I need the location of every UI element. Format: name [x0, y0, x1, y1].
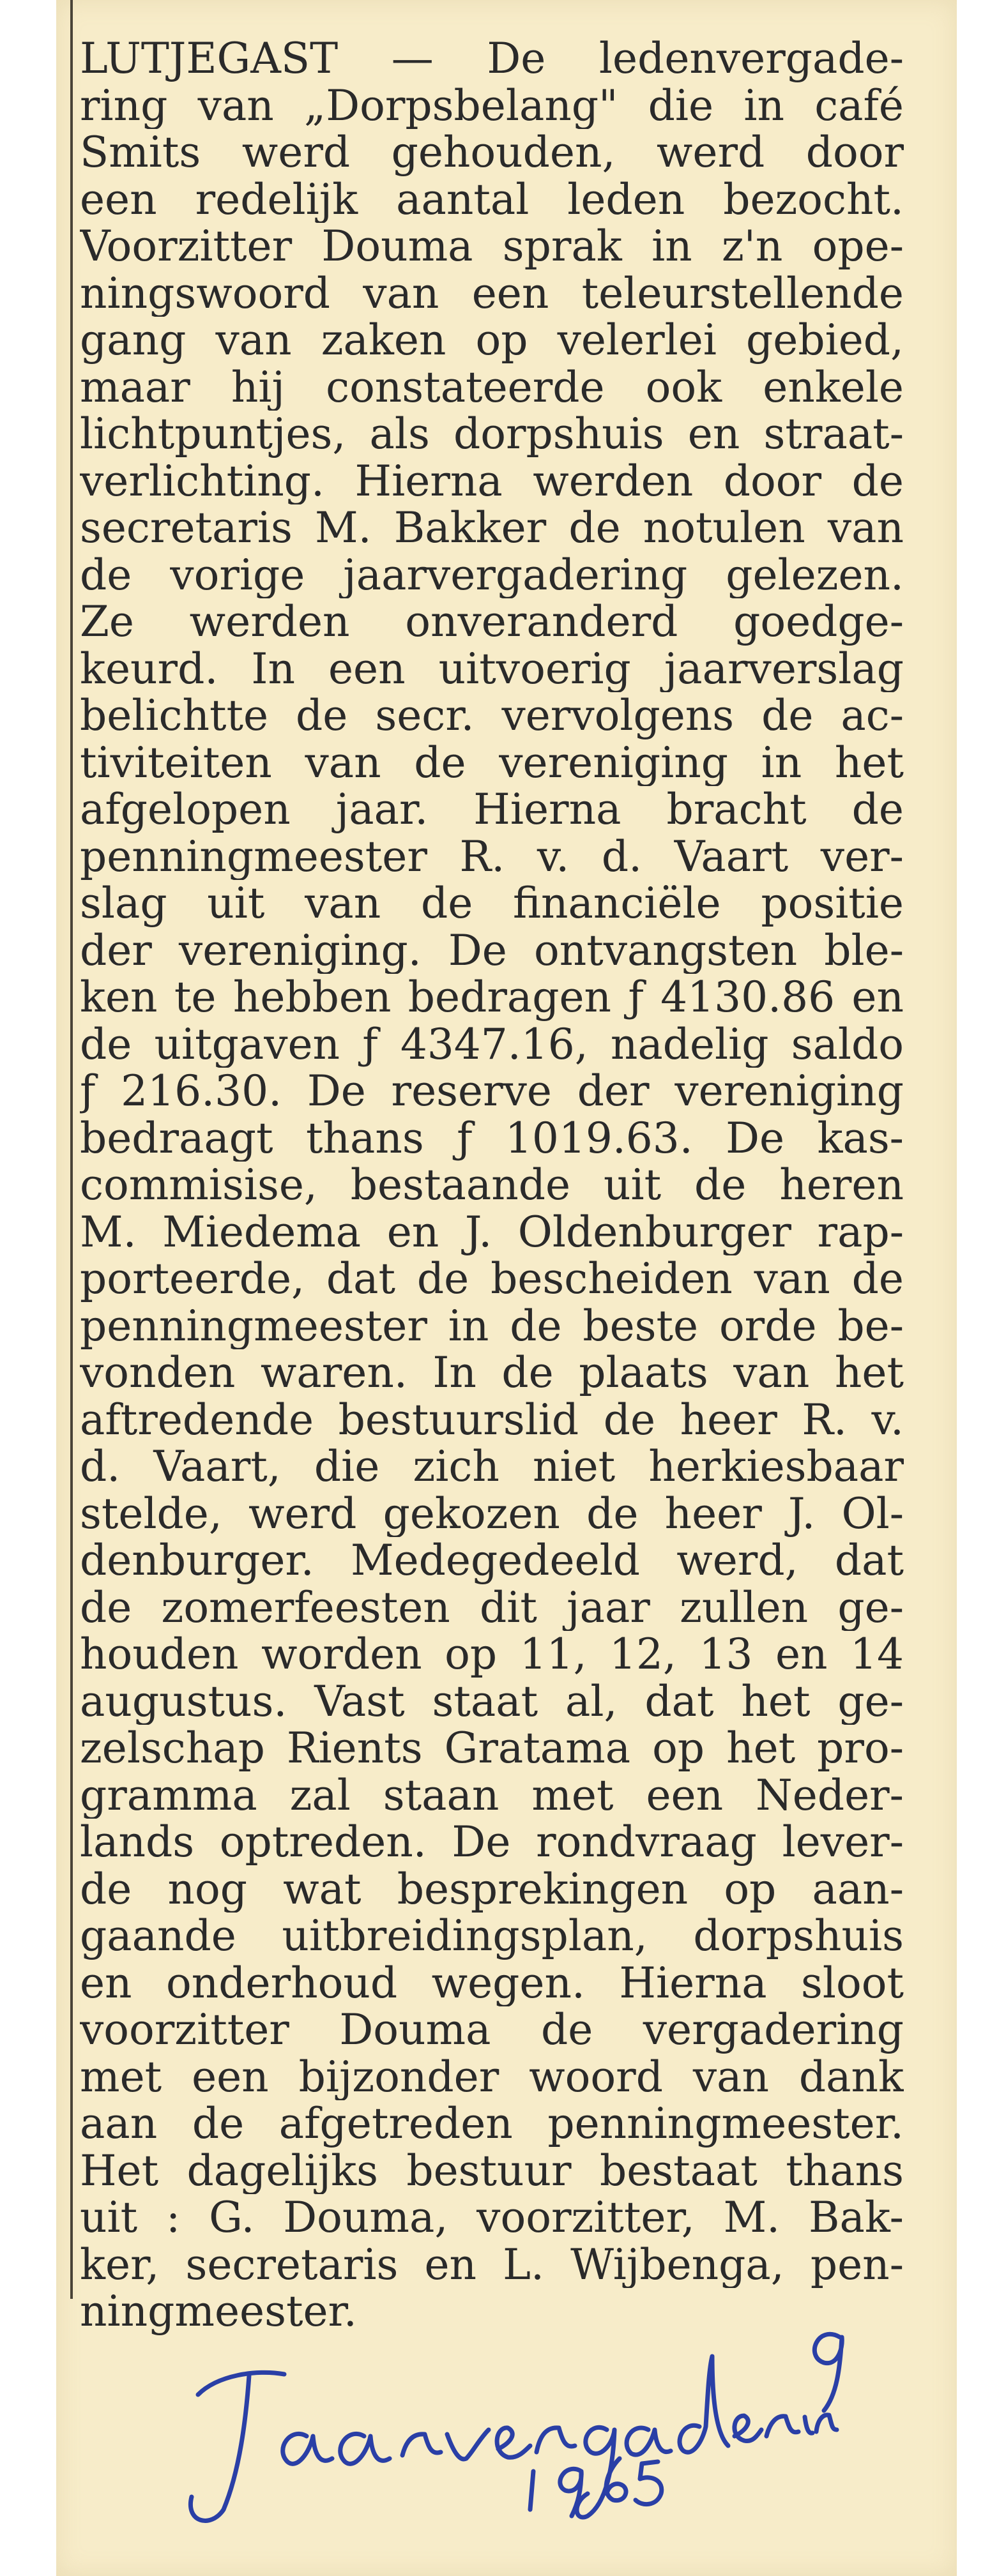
article-line: ningswoord van een teleurstellende — [80, 269, 904, 317]
article-line: Het dagelijks bestuur bestaat thans — [80, 2147, 904, 2194]
article-line: en onderhoud wegen. Hierna sloot — [80, 1959, 904, 2006]
article-line: ker, secretaris en L. Wijbenga, pen- — [80, 2241, 904, 2288]
article-line: commisise, bestaande uit de heren — [80, 1162, 904, 1209]
article-line: ken te hebben bedragen ƒ 4130.86 en — [80, 974, 904, 1021]
article-line: een redelijk aantal leden bezocht. — [80, 176, 904, 223]
article-line: aftredende bestuurslid de heer R. v. — [80, 1396, 904, 1443]
handwriting-jaarvergadering-1965 — [172, 2299, 850, 2535]
article-line: afgelopen jaar. Hierna bracht de — [80, 786, 904, 833]
article-line: met een bijzonder woord van dank — [80, 2053, 904, 2100]
article-line: lands optreden. De rondvraag lever- — [80, 1819, 904, 1866]
article-line: uit : G. Douma, voorzitter, M. Bak- — [80, 2194, 904, 2241]
article-line: slag uit van de financiële positie — [80, 880, 904, 927]
article-line: aan de afgetreden penningmeester. — [80, 2100, 904, 2148]
article-line: verlichting. Hierna werden door de — [80, 457, 904, 504]
article-line: de uitgaven ƒ 4347.16, nadelig saldo — [80, 1020, 904, 1068]
article-line: penningmeester R. v. d. Vaart ver- — [80, 833, 904, 880]
handwritten-annotation — [172, 2299, 850, 2535]
article-line: vonden waren. In de plaats van het — [80, 1349, 904, 1397]
article-line: LUTJEGAST — De ledenvergade- — [80, 35, 904, 82]
article-line: ƒ 216.30. De reserve der vereniging — [80, 1068, 904, 1115]
article-line: der vereniging. De ontvangsten ble- — [80, 927, 904, 974]
article-line: gramma zal staan met een Neder- — [80, 1771, 904, 1819]
article-line: de nog wat besprekingen op aan- — [80, 1865, 904, 1913]
article-line: stelde, werd gekozen de heer J. Ol- — [80, 1490, 904, 1537]
article-line: Ze werden onveranderd goedge- — [80, 598, 904, 646]
article-line: d. Vaart, die zich niet herkiesbaar — [80, 1443, 904, 1490]
article-line: Voorzitter Douma sprak in z'n ope- — [80, 223, 904, 270]
article-line: ningmeester. — [80, 2288, 357, 2335]
article-line: M. Miedema en J. Oldenburger rap- — [80, 1208, 904, 1255]
article-line: maar hij constateerde ook enkele — [80, 363, 904, 411]
article-line: houden worden op 11, 12, 13 en 14 — [80, 1631, 904, 1678]
article-line: de vorige jaarvergadering gelezen. — [80, 551, 904, 598]
article-line: keurd. In een uitvoerig jaarverslag — [80, 645, 904, 692]
article-line: zelschap Rients Gratama op het pro- — [80, 1725, 904, 1772]
article-line: de zomerfeesten dit jaar zullen ge- — [80, 1584, 904, 1631]
article-line: penningmeester in de beste orde be- — [80, 1302, 904, 1349]
article-line: denburger. Medegedeeld werd, dat — [80, 1537, 904, 1584]
article-line: gang van zaken op velerlei gebied, — [80, 317, 904, 364]
article-line: tiviteiten van de vereniging in het — [80, 739, 904, 786]
column-rule — [70, 0, 73, 2299]
article-line: gaande uitbreidingsplan, dorpshuis — [80, 1913, 904, 1960]
article-line: Smits werd gehouden, werd door — [80, 129, 904, 176]
article-body — [80, 35, 904, 2335]
article-line: secretaris M. Bakker de notulen van — [80, 504, 904, 552]
article-line: bedraagt thans ƒ 1019.63. De kas- — [80, 1114, 904, 1162]
article-line: augustus. Vast staat al, dat het ge- — [80, 1678, 904, 1725]
article-line: ring van „Dorpsbelang" die in café — [80, 82, 904, 129]
article-line: belichtte de secr. vervolgens de ac- — [80, 692, 904, 739]
article-line: lichtpuntjes, als dorpshuis en straat- — [80, 411, 904, 458]
article-line: porteerde, dat de bescheiden van de — [80, 1255, 904, 1303]
article-line: voorzitter Douma de vergadering — [80, 2006, 904, 2054]
